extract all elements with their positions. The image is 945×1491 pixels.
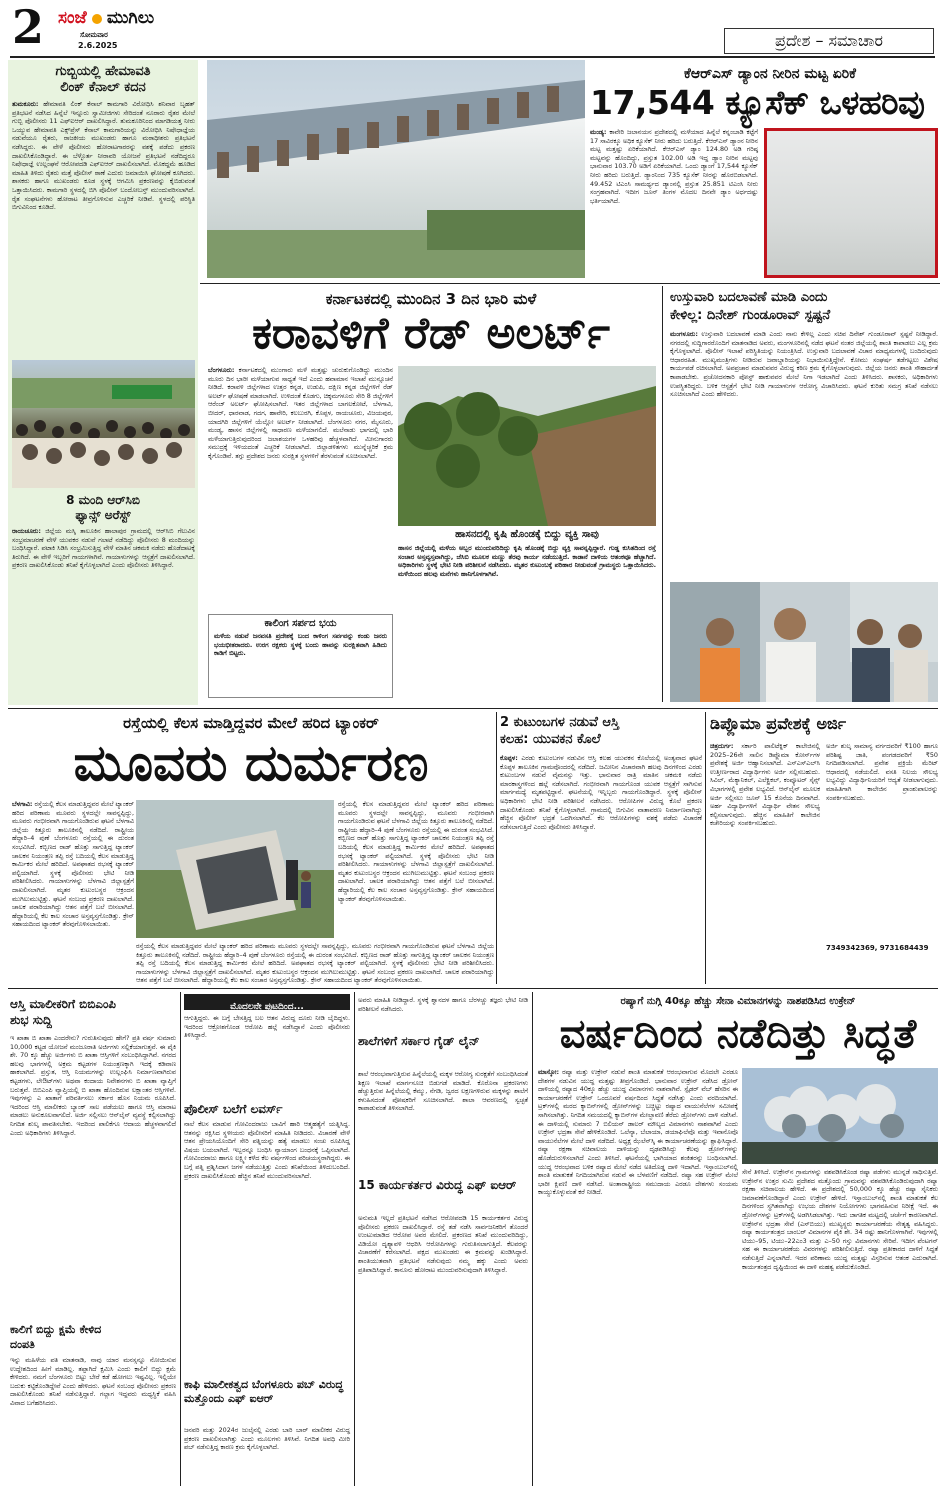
left-story-body bbox=[12, 100, 195, 356]
tanker-photo bbox=[136, 800, 334, 938]
middle-col-intro: ಅವರು ಮಾಹಿತಿ ನೀಡಿದ್ದಾರೆ. ಸ್ಥಳಕ್ಕೆ ಶ್ವಾನದಳ ಹಾಗೂ ಬೆರಳಚ್ಚು ತಜ್ಞರು ಭೇಟಿ ನೀಡಿ ಪರಿಶೀಲನೆ ನಡೆಸಿದರು. bbox=[358, 996, 528, 1013]
bbmp-headline bbox=[10, 996, 178, 1028]
snake-box-body: ಮಳೆಯ ನಡುವೆ ಜನವಸತಿ ಪ್ರದೇಶಕ್ಕೆ ಬಂದ ಕಾಳಿಂಗ ಸರ್ಪವನ್ನು ಕಂಡು ಜನರು ಭಯಭೀತರಾದರು. ಉರಗ ರಕ್ಷಕರು ಸ್ಥಳಕ್ಕೆ ಬಂದು ಹಾವನ್ನು ಸುರಕ್ಷಿತವಾಗಿ ಹಿಡಿದು ಕಾಡಿಗೆ ಬಿಟ್ಟರು. bbox=[214, 632, 387, 658]
issue-date: 2.6.2025 bbox=[78, 41, 118, 50]
continued-tag-text: ಮೊದಲನೇ ಪುಟದಿಂದ... bbox=[230, 1002, 304, 1012]
rcb-story-body bbox=[12, 527, 195, 701]
rcb-story-byline: ರಾಯಚೂರು: bbox=[12, 527, 41, 535]
diploma-story-body-2 bbox=[826, 742, 938, 942]
left-story-text: ಹೇಮಾವತಿ ಲಿಂಕ್ ಕೆನಾಲ್ ಕಾಮಗಾರಿ ವಿರೋಧಿಸಿ ಶನಿವಾರ ಬೃಹತ್ ಪ್ರತಿಭಟನೆ ನಡೆಸಿದ ಹಿನ್ನೆಲೆ ಇನ್ನೂರು ಸ್ವಾಮೀಜಿಗಳು ಸೇರಿದಂತೆ ನೂರಾರು ರೈತರ ಮೇಲೆ ಗುಬ್ಬಿ ಪೊಲೀಸರು 11 ಎಫ್‌ಐಆರ್ ದಾಖಲಿಸಿದ್ದಾರೆ. ತುಮಕೂರಿನಿಂದ ಮಾಗಡಿಯತ್ತ ನೀರು ಒಯ್ಯುವ ಹೇಮಾವತಿ ಎಕ್ಸ್‌ಪ್ರೆಸ್ ಕೆನಾಲ್ ಕಾಮಗಾರಿಯನ್ನು ವಿರೋಧಿಸಿ ನಿಷೇಧಾಜ್ಞೆಯ ನಡುವೆಯೂ ರೈತರು, ರಾಜಕೀಯ ಮುಖಂಡರು ಹಾಗೂ ಮಠಾಧೀಶರು ಪ್ರತಿಭಟನೆ ನಡೆಸಿದ್ದರು. ಈ ವೇಳೆ ಪೊಲೀಸರು ಹೋರಾಟಗಾರರನ್ನು ವಶಕ್ಕೆ ಪಡೆದು ಪ್ರಕರಣ ದಾಖಲಿಸಿಕೊಂಡಿದ್ದಾರೆ. ಈ ಬೆಳ್ಳೊರ್ತ ನೀರಾವರಿ ಯೋಜನೆ ಪ್ರತಿಭಟನೆ ನಡೆದಿದ್ದರೂ ನಿಷೇಧಾಜ್ಞೆ ಉಲ್ಲಂಘನೆ ಆರೋಪದಡಿ ಎಫ್‌ಐಆರ್ ದಾಖಲಿಸಲಾಗಿದೆ. ಮೊಕದ್ದಮೆ ಹೂಡಿದ ಮಾಹಿತಿ ತಿಳಿದು ರೈತರು ಮತ್ತೆ ಪೊಲೀಸ್ ಠಾಣೆ ಎದುರು ಜಮಾಯಿಸಿ ಘೋಷಣೆ ಕೂಗಿದರು. ಶಾಸಕರು ಹಾಗೂ ಮುಖಂಡರು ಕೂಡ ಸ್ಥಳಕ್ಕೆ ಆಗಮಿಸಿ ಪ್ರಕರಣವನ್ನು ಕೈಬಿಡುವಂತೆ ಒತ್ತಾಯಿಸಿದರು. ಕಾಮಗಾರಿ ಸ್ಥಳದಲ್ಲಿ ಬಿಗಿ ಪೊಲೀಸ್ ಬಂದೋಬಸ್ತ್ ಮುಂದುವರಿಸಲಾಗಿದೆ. ರೈತ ಸಂಘಟನೆಗಳು ಹೋರಾಟ ತೀವ್ರಗೊಳಿಸುವ ಎಚ್ಚರಿಕೆ ನೀಡಿವೆ. ಸ್ಥಳದಲ್ಲಿ ಪರಿಸ್ಥಿತಿ ಬಿಗುವಿನಿಂದ ಕೂಡಿದೆ. bbox=[12, 100, 195, 212]
family-headline-line-1: 2 ಕುಟುಂಬಗಳ ನಡುವೆ ಆಸ್ತಿ bbox=[500, 715, 619, 730]
alert-story-body bbox=[208, 366, 393, 584]
alert-story-text: ಕರ್ನಾಟಕದಲ್ಲಿ ಮುಂಗಾರು ಮಳೆ ಮತ್ತಷ್ಟು ಚುರುಕುಗೊಂಡಿದ್ದು ಮುಂದಿನ ಮೂರು ದಿನ ಭಾರೀ ಮಳೆಯಾಗುವ ಸಾಧ್ಯತೆ ಇದೆ ಎಂದು ಹವಾಮಾನ ಇಲಾಖೆ ಮುನ್ಸೂಚನೆ ನೀಡಿದೆ. ಕರಾವಳಿ ಜಿಲ್ಲೆಗಳಾದ ಉತ್ತರ ಕನ್ನಡ, ಉಡುಪಿ, ದಕ್ಷಿಣ ಕನ್ನಡ ಜಿಲ್ಲೆಗಳಿಗೆ ರೆಡ್ ಅಲರ್ಟ್ ಘೋಷಣೆ ಮಾಡಲಾಗಿದೆ. ಉಳಿದಂತೆ ಕೊಡಗು, ಚಿಕ್ಕಮಗಳೂರು ಸೇರಿ 8 ಜಿಲ್ಲೆಗಳಿಗೆ ಆರೆಂಜ್ ಅಲರ್ಟ್ ಘೋಷಿಸಲಾಗಿದೆ. ಇತರ ಜಿಲ್ಲೆಗಳಾದ ಬಾಗಲಕೋಟೆ, ಬೆಳಗಾವಿ, ಬೀದರ್, ಧಾರವಾಡ, ಗದಗ, ಹಾವೇರಿ, ಕಲಬುರಗಿ, ಕೊಪ್ಪಳ, ರಾಯಚೂರು, ವಿಜಯಪುರ, ಯಾದಗಿರಿ ಜಿಲ್ಲೆಗಳಿಗೆ ಯೆಲ್ಲೋ ಅಲರ್ಟ್ ನೀಡಲಾಗಿದೆ. ಬೆಂಗಳೂರು ನಗರ, ಮೈಸೂರು, ಮಂಡ್ಯ, ಹಾಸನ ಜಿಲ್ಲೆಗಳಲ್ಲಿ ಸಾಧಾರಣ ಮಳೆಯಾಗಲಿದೆ. ಮಲೆನಾಡು ಭಾಗದಲ್ಲಿ ಭಾರಿ ಮಳೆಯಾಗುತ್ತಿರುವುದರಿಂದ ಜಲಾಶಯಗಳ ಒಳಹರಿವು ಹೆಚ್ಚಳವಾಗಿದೆ. ಮೀನುಗಾರರು ಸಮುದ್ರಕ್ಕೆ ಇಳಿಯದಂತೆ ಎಚ್ಚರಿಕೆ ನೀಡಲಾಗಿದೆ. ಜಿಲ್ಲಾಡಳಿತಗಳು ಮುನ್ನೆಚ್ಚರಿಕೆ ಕ್ರಮ ಕೈಗೊಂಡಿವೆ. ತಗ್ಗು ಪ್ರದೇಶದ ಜನರು ಸುರಕ್ಷಿತ ಸ್ಥಳಗಳಿಗೆ ತೆರಳುವಂತೆ ಸೂಚಿಸಲಾಗಿದೆ. bbox=[208, 366, 393, 460]
hero-headline: 17,544 ಕ್ಯೂಸೆಕ್ ಒಳಹರಿವು bbox=[590, 83, 925, 122]
left-story-byline: ತುಮಕೂರು: bbox=[12, 100, 39, 108]
lovers-headline: ಪೊಲೀಸ್ ಬಲೆಗೆ ಲವರ್ಸ್ bbox=[184, 1102, 283, 1116]
ukraine-story-byline: ಮಾಸ್ಕೋ: bbox=[538, 1068, 560, 1076]
minister-story-body bbox=[670, 330, 938, 578]
diploma-headline: ಡಿಪ್ಲೊಮಾ ಪ್ರವೇಶಕ್ಕೆ ಅರ್ಜಿ bbox=[710, 714, 847, 733]
rcb-headline-line-1: 8 ಮಂದಿ ಆರ್‌ಸಿಬಿ bbox=[66, 493, 140, 507]
family-headline bbox=[500, 714, 702, 748]
landslide-caption: ಹಾಸನದಲ್ಲಿ ಕೃಷಿ ಹೊಂಡಕ್ಕೆ ಬಿದ್ದು ವ್ಯಕ್ತಿ ಸಾವು bbox=[455, 529, 599, 540]
protest-crowd-graphic bbox=[12, 360, 195, 488]
family-story-byline: ಕೊಪ್ಪಳ: bbox=[500, 754, 518, 762]
section-label bbox=[724, 28, 934, 54]
hero-inset-photo bbox=[764, 128, 938, 278]
fir-headline: 15 ಕಾರ್ಯಕರ್ತರ ವಿರುದ್ಧ ಎಫ್ ಐಆರ್ bbox=[358, 1178, 517, 1192]
protest-photo bbox=[12, 360, 195, 488]
tanker-kicker: ರಸ್ತೆಯಲ್ಲಿ ಕೆಲಸ ಮಾಡ್ತಿದ್ದವರ ಮೇಲೆ ಹರಿದ ಟ್ಯಾಂಕರ್ bbox=[123, 714, 379, 732]
rcb-headline bbox=[8, 493, 198, 523]
diploma-phone: 7349342369, 9731684439 bbox=[826, 944, 929, 952]
row1-divider bbox=[200, 283, 940, 284]
ukraine-headline: ವರ್ಷದಿಂದ ನಡೆದಿತ್ತು ಸಿದ್ಧತೆ bbox=[559, 1011, 917, 1057]
ukraine-story-body bbox=[538, 1068, 738, 1486]
row3-divider bbox=[8, 988, 938, 989]
row2-divider bbox=[8, 708, 938, 709]
ukraine-divider bbox=[532, 992, 533, 1486]
rcb-headline-line-2: ಫ್ಯಾನ್ಸ್ ಅರೆಸ್ಟ್ bbox=[75, 508, 131, 522]
masthead bbox=[0, 0, 945, 58]
ukraine-photo bbox=[742, 1068, 938, 1164]
minister-photo bbox=[670, 582, 938, 702]
ukraine-story-text: ರಷ್ಯಾ ಮತ್ತು ಉಕ್ರೇನ್ ನಡುವೆ ಶಾಂತಿ ಮಾತುಕತೆ ಆರಂಭವಾಗುವ ಮೊದಲೇ ಎರಡೂ ದೇಶಗಳ ನಡುವಿನ ಯುದ್ಧ ಮತ್ತಷ್ಟು ತೀವ್ರಗೊಂಡಿದೆ. ಭಾನುವಾರ ಉಕ್ರೇನ್ ನಡೆಸಿದ ಡ್ರೋನ್ ದಾಳಿಯಲ್ಲಿ ರಷ್ಯಾದ 40ಕ್ಕೂ ಹೆಚ್ಚು ಯುದ್ಧ ವಿಮಾನಗಳು ನಾಶವಾಗಿವೆ. ಸ್ಪೈಡರ್ ವೆಬ್ ಹೆಸರಿನ ಈ ಕಾರ್ಯಾಚರಣೆಗೆ ಉಕ್ರೇನ್ ಒಂದೂವರೆ ವರ್ಷದಿಂದ ಸಿದ್ಧತೆ ನಡೆಸಿತ್ತು ಎಂದು ವರದಿಯಾಗಿದೆ. ಟ್ರಕ್‌ಗಳಲ್ಲಿ ಮರದ ಕ್ಯಾಬಿನ್‌ಗಳಲ್ಲಿ ಡ್ರೋನ್‌ಗಳನ್ನು ಬಚ್ಚಿಟ್ಟು ರಷ್ಯಾದ ವಾಯುನೆಲೆಗಳ ಸಮೀಪಕ್ಕೆ ಸಾಗಿಸಲಾಗಿತ್ತು. ನಿಗದಿತ ಸಮಯದಲ್ಲಿ ಕ್ಯಾಬಿನ್‌ಗಳ ಮೇಲ್ಛಾವಣಿ ತೆರೆದು ಡ್ರೋನ್‌ಗಳು ದಾಳಿ ನಡೆಸಿವೆ. ಈ ದಾಳಿಯಲ್ಲಿ ಸುಮಾರು 7 ಬಿಲಿಯನ್ ಡಾಲರ್ ಮೌಲ್ಯದ ವಿಮಾನಗಳು ನಾಶವಾಗಿವೆ ಎಂದು ಉಕ್ರೇನ್ ಭದ್ರತಾ ಸೇವೆ ಹೇಳಿಕೊಂಡಿದೆ. ಒಲೆನ್ಯಾ, ಬೆಲಾಯಾ, ಡಯಾಘಿಲೆವೊ ಮತ್ತು ಇವಾನೊವೊ ವಾಯುನೆಲೆಗಳ ಮೇಲೆ ದಾಳಿ ನಡೆದಿದೆ. ಅಧ್ಯಕ್ಷ ಝೆಲೆನ್‌ಸ್ಕಿ ಈ ಕಾರ್ಯಾಚರಣೆಯನ್ನು ಶ್ಲಾಘಿಸಿದ್ದಾರೆ. ರಷ್ಯಾ ರಕ್ಷಣಾ ಸಚಿವಾಲಯ ದಾಳಿಯನ್ನು ದೃಢಪಡಿಸಿದ್ದು ಕೆಲವು ಡ್ರೋನ್‌ಗಳನ್ನು ಹೊಡೆದುರುಳಿಸಲಾಗಿದೆ ಎಂದು ತಿಳಿಸಿದೆ. ಘಟನೆಯಲ್ಲಿ ಭಾಗಿಯಾದ ಶಂಕಿತರನ್ನು ಬಂಧಿಸಲಾಗಿದೆ. ಯುದ್ಧ ಆರಂಭವಾದ ಬಳಿಕ ರಷ್ಯಾದ ಮೇಲೆ ನಡೆದ ಅತಿದೊಡ್ಡ ದಾಳಿ ಇದಾಗಿದೆ. ಇಸ್ತಾಂಬುಲ್‌ನಲ್ಲಿ ಶಾಂತಿ ಮಾತುಕತೆ ನಿಗದಿಯಾಗಿರುವ ನಡುವೆ ಈ ಬೆಳವಣಿಗೆ ನಡೆದಿದೆ. ರಷ್ಯಾ ಸಹ ಉಕ್ರೇನ್ ಮೇಲೆ ಭಾರೀ ಕ್ಷಿಪಣಿ ದಾಳಿ ನಡೆಸಿದೆ. ಅಂತಾರಾಷ್ಟ್ರೀಯ ಸಮುದಾಯ ಎರಡೂ ದೇಶಗಳು ಸಂಯಮ ಕಾಯ್ದುಕೊಳ್ಳುವಂತೆ ಕರೆ ನೀಡಿದೆ. bbox=[538, 1068, 738, 1197]
couple-headline-line-1: ಕಾಲಿಗೆ ಬಿದ್ದು ಕ್ಷಮೆ ಕೇಳಿದ bbox=[10, 1323, 102, 1336]
minister-story-text: ಉಸ್ತುವಾರಿ ಬದಲಾವಣೆ ಮಾಡಿ ಎಂದು ನಾನು ಕೇಳಿಲ್ಲ ಎಂದು ಸಚಿವ ದಿನೇಶ್ ಗುಂಡೂರಾವ್ ಸ್ಪಷ್ಟನೆ ನೀಡಿದ್ದಾರೆ. ನಗರದಲ್ಲಿ ಸುದ್ದಿಗಾರರೊಂದಿಗೆ ಮಾತನಾಡಿದ ಅವರು, ಮಂಗಳೂರಿನಲ್ಲಿ ನಡೆದ ಘಟನೆ ನಂತರ ಜಿಲ್ಲೆಯಲ್ಲಿ ಶಾಂತಿ ಕಾಪಾಡಲು ಎಲ್ಲ ಕ್ರಮ ಕೈಗೊಳ್ಳಲಾಗಿದೆ. ಪೊಲೀಸ್ ಇಲಾಖೆ ಪರಿಸ್ಥಿತಿಯನ್ನು ನಿಯಂತ್ರಿಸಿದೆ. ಉಸ್ತುವಾರಿ ಬದಲಾವಣೆ ವಿಚಾರ ಮಾಧ್ಯಮಗಳಲ್ಲಿ ಬಂದಿರುವುದು ಆಧಾರರಹಿತ. ಮುಖ್ಯಮಂತ್ರಿಗಳು ನೀಡಿರುವ ಜವಾಬ್ದಾರಿಯನ್ನು ನಿಭಾಯಿಸುತ್ತಿದ್ದೇನೆ. ಕೋಮು ಸಂಘರ್ಷ ತಡೆಗಟ್ಟಲು ವಿಶೇಷ ಕಾರ್ಯಪಡೆ ರಚಿಸಲಾಗಿದೆ. ಅಪಪ್ರಚಾರ ಮಾಡುವವರ ವಿರುದ್ಧ ಕಠಿಣ ಕ್ರಮ ಕೈಗೊಳ್ಳಲಾಗುವುದು. ಜಿಲ್ಲೆಯ ಜನರು ಶಾಂತಿ ಸೌಹಾರ್ದತೆ ಕಾಪಾಡಬೇಕು. ಪ್ರಚೋದನಕಾರಿ ಪೋಸ್ಟ್ ಹಾಕುವವರ ಮೇಲೆ ನಿಗಾ ಇಡಲಾಗಿದೆ ಎಂದು ತಿಳಿಸಿದರು. ಶಾಸಕರು, ಅಧಿಕಾರಿಗಳು ಉಪಸ್ಥಿತರಿದ್ದರು. ಬಳಿಕ ಆಸ್ಪತ್ರೆಗೆ ಭೇಟಿ ನೀಡಿ ಗಾಯಾಳುಗಳ ಆರೋಗ್ಯ ವಿಚಾರಿಸಿದರು. ಘಟನೆ ಕುರಿತು ಸಮಗ್ರ ತನಿಖೆ ನಡೆಸಲು ಸೂಚಿಸಲಾಗಿದೆ ಎಂದು ಹೇಳಿದರು. bbox=[670, 330, 938, 399]
tanker-story-body-3 bbox=[136, 942, 494, 985]
dam-graphic bbox=[207, 60, 585, 278]
tanker-graphic bbox=[136, 800, 334, 938]
diploma-story-text: ಸರ್ಕಾರಿ ಪಾಲಿಟೆಕ್ನಿಕ್ ಕಾಲೇಜಿನಲ್ಲಿ 2025–26ನೇ ಸಾಲಿನ ಡಿಪ್ಲೊಮಾ ಕೋರ್ಸ್‌ಗಳ ಪ್ರವೇಶಕ್ಕೆ ಅರ್ಜಿ ಆಹ್ವಾನಿಸಲಾಗಿದೆ. ಎಸ್‌ಎಸ್‌ಎಲ್‌ಸಿ ಉತ್ತೀರ್ಣರಾದ ವಿದ್ಯಾರ್ಥಿಗಳು ಅರ್ಜಿ ಸಲ್ಲಿಸಬಹುದು. ಸಿವಿಲ್, ಮೆಕ್ಯಾನಿಕಲ್, ಎಲೆಕ್ಟ್ರಿಕಲ್, ಕಂಪ್ಯೂಟರ್ ಸೈನ್ಸ್ ವಿಭಾಗಗಳಲ್ಲಿ ಪ್ರವೇಶ ಲಭ್ಯವಿದೆ. ಆನ್‌ಲೈನ್ ಮೂಲಕ ಅರ್ಜಿ ಸಲ್ಲಿಸಲು ಜೂನ್ 15 ಕೊನೆಯ ದಿನವಾಗಿದೆ. ಅರ್ಹ ವಿದ್ಯಾರ್ಥಿಗಳಿಗೆ ವಿದ್ಯಾರ್ಥಿ ವೇತನ ಸೌಲಭ್ಯ ಕಲ್ಪಿಸಲಾಗುವುದು. ಹೆಚ್ಚಿನ ಮಾಹಿತಿಗೆ ಕಾಲೇಜಿನ ಕಚೇರಿಯನ್ನು ಸಂಪರ್ಕಿಸಬಹುದು. bbox=[710, 742, 820, 828]
issue-day: ಸೋಮವಾರ bbox=[80, 31, 108, 39]
tanker-story-body-2 bbox=[338, 800, 494, 938]
hero-story-byline: ಮಂಡ್ಯ: bbox=[590, 128, 607, 136]
tanker-story-text: ರಸ್ತೆಯಲ್ಲಿ ಕೆಲಸ ಮಾಡುತ್ತಿದ್ದವರ ಮೇಲೆ ಟ್ಯಾಂಕರ್ ಹರಿದ ಪರಿಣಾಮ ಮೂವರು ಸ್ಥಳದಲ್ಲೇ ಸಾವನ್ನಪ್ಪಿದ್ದು, ಮೂವರು ಗಂಭೀರವಾಗಿ ಗಾಯಗೊಂಡಿರುವ ಘಟನೆ ಬೆಳಗಾವಿ ಜಿಲ್ಲೆಯ ಕಿತ್ತೂರು ತಾಲೂಕಿನಲ್ಲಿ ನಡೆದಿದೆ. ರಾಷ್ಟ್ರೀಯ ಹೆದ್ದಾರಿ–4 ಪುಣೆ ಬೆಂಗಳೂರು ರಸ್ತೆಯಲ್ಲಿ ಈ ದುರಂತ ಸಂಭವಿಸಿದೆ. ಕಬ್ಬಿಣದ ರಾಡ್ ಹೊತ್ತು ಸಾಗುತ್ತಿದ್ದ ಟ್ಯಾಂಕರ್ ಚಾಲಕನ ನಿಯಂತ್ರಣ ತಪ್ಪಿ ರಸ್ತೆ ಬದಿಯಲ್ಲಿ ಕೆಲಸ ಮಾಡುತ್ತಿದ್ದ ಕಾರ್ಮಿಕರ ಮೇಲೆ ಹರಿದಿದೆ. ಅಪಘಾತದ ರಭಸಕ್ಕೆ ಟ್ಯಾಂಕರ್ ಪಲ್ಟಿಯಾಗಿದೆ. ಸ್ಥಳಕ್ಕೆ ಪೊಲೀಸರು ಭೇಟಿ ನೀಡಿ ಪರಿಶೀಲಿಸಿದರು. ಗಾಯಾಳುಗಳನ್ನು ಬೆಳಗಾವಿ ಜಿಲ್ಲಾಸ್ಪತ್ರೆಗೆ ದಾಖಲಿಸಲಾಗಿದೆ. ಮೃತರ ಕುಟುಂಬಸ್ಥರ ಆಕ್ರಂದನ ಮುಗಿಲುಮುಟ್ಟಿತ್ತು. ಘಟನೆ ಸಂಬಂಧ ಪ್ರಕರಣ ದಾಖಲಾಗಿದೆ. ಚಾಲಕ ಪರಾರಿಯಾಗಿದ್ದು ಆತನ ಪತ್ತೆಗೆ ಬಲೆ ಬೀಸಲಾಗಿದೆ. ಹೆದ್ದಾರಿಯಲ್ಲಿ ಕೆಲ ಕಾಲ ಸಂಚಾರ ಅಸ್ತವ್ಯಸ್ತಗೊಂಡಿತ್ತು. ಕ್ರೇನ್ ಸಹಾಯದಿಂದ ಟ್ಯಾಂಕರ್ ತೆರವುಗೊಳಿಸಲಾಯಿತು. bbox=[12, 800, 134, 929]
section-label-text: ಪ್ರದೇಶ – ಸಮಾಚಾರ bbox=[775, 31, 883, 50]
couple-story-body: ಇನ್ನು ಮಹಿಳೆಯ ಪತಿ ಮಾತನಾಡಿ, ನಾವು ಯಾರ ಮನಸ್ಸನ್ನೂ ನೋಯಿಸುವ ಉದ್ದೇಶದಿಂದ ಹೀಗೆ ಮಾಡಿಲ್ಲ. ತಪ್ಪಾಗಿದೆ ಕ್ಷಮಿಸಿ ಎಂದು ಕಾಲಿಗೆ ಬಿದ್ದು ಕ್ಷಮೆ ಕೇಳಿದರು. ನಮಗೆ ಬೆಂಗಳೂರು ಬಿಟ್ಟು ಬೇರೆ ಕಡೆ ಹೋಗಲು ಇಷ್ಟವಿಲ್ಲ. ಇಲ್ಲಿಯೇ ಬದುಕು ಕಟ್ಟಿಕೊಂಡಿದ್ದೇವೆ ಎಂದು ಹೇಳಿದರು. ಘಟನೆ ಸಂಬಂಧ ಪೊಲೀಸರು ಪ್ರಕರಣ ದಾಖಲಿಸಿಕೊಂಡು ತನಿಖೆ ನಡೆಸುತ್ತಿದ್ದಾರೆ. ಗಲ್ಲಾಗ ಇದ್ದವರು ಮಧ್ಯಸ್ಥಿಕೆ ವಹಿಸಿ ವಿವಾದ ಬಗೆಹರಿಸಿದರು. bbox=[10, 1356, 176, 1407]
couple-headline-line-2: ದಂಪತಿ bbox=[10, 1338, 35, 1351]
minister-kicker: ಉಸ್ತುವಾರಿ ಬದಲಾವಣೆ ಮಾಡಿ ಎಂದು bbox=[670, 290, 828, 305]
tanker-story-text-2: ರಸ್ತೆಯಲ್ಲಿ ಕೆಲಸ ಮಾಡುತ್ತಿದ್ದವರ ಮೇಲೆ ಟ್ಯಾಂಕರ್ ಹರಿದ ಪರಿಣಾಮ ಮೂವರು ಸ್ಥಳದಲ್ಲೇ ಸಾವನ್ನಪ್ಪಿದ್ದು, ಮೂವರು ಗಂಭೀರವಾಗಿ ಗಾಯಗೊಂಡಿರುವ ಘಟನೆ ಬೆಳಗಾವಿ ಜಿಲ್ಲೆಯ ಕಿತ್ತೂರು ತಾಲೂಕಿನಲ್ಲಿ ನಡೆದಿದೆ. ರಾಷ್ಟ್ರೀಯ ಹೆದ್ದಾರಿ–4 ಪುಣೆ ಬೆಂಗಳೂರು ರಸ್ತೆಯಲ್ಲಿ ಈ ದುರಂತ ಸಂಭವಿಸಿದೆ. ಕಬ್ಬಿಣದ ರಾಡ್ ಹೊತ್ತು ಸಾಗುತ್ತಿದ್ದ ಟ್ಯಾಂಕರ್ ಚಾಲಕನ ನಿಯಂತ್ರಣ ತಪ್ಪಿ ರಸ್ತೆ ಬದಿಯಲ್ಲಿ ಕೆಲಸ ಮಾಡುತ್ತಿದ್ದ ಕಾರ್ಮಿಕರ ಮೇಲೆ ಹರಿದಿದೆ. ಅಪಘಾತದ ರಭಸಕ್ಕೆ ಟ್ಯಾಂಕರ್ ಪಲ್ಟಿಯಾಗಿದೆ. ಸ್ಥಳಕ್ಕೆ ಪೊಲೀಸರು ಭೇಟಿ ನೀಡಿ ಪರಿಶೀಲಿಸಿದರು. ಗಾಯಾಳುಗಳನ್ನು ಬೆಳಗಾವಿ ಜಿಲ್ಲಾಸ್ಪತ್ರೆಗೆ ದಾಖಲಿಸಲಾಗಿದೆ. ಮೃತರ ಕುಟುಂಬಸ್ಥರ ಆಕ್ರಂದನ ಮುಗಿಲುಮುಟ್ಟಿತ್ತು. ಘಟನೆ ಸಂಬಂಧ ಪ್ರಕರಣ ದಾಖಲಾಗಿದೆ. ಚಾಲಕ ಪರಾರಿಯಾಗಿದ್ದು ಆತನ ಪತ್ತೆಗೆ ಬಲೆ ಬೀಸಲಾಗಿದೆ. ಹೆದ್ದಾರಿಯಲ್ಲಿ ಕೆಲ ಕಾಲ ಸಂಚಾರ ಅಸ್ತವ್ಯಸ್ತಗೊಂಡಿತ್ತು. ಕ್ರೇನ್ ಸಹಾಯದಿಂದ ಟ್ಯಾಂಕರ್ ತೆರವುಗೊಳಿಸಲಾಯಿತು. bbox=[338, 800, 494, 903]
rcb-story-text: ಜಿಲ್ಲೆಯ ಮಸ್ಕಿ ತಾಲೂಕಿನ ಹಾಲಾಪುರ ಗ್ರಾಮದಲ್ಲಿ ಆರ್‌ಸಿಬಿ ಗೆಲುವಿನ ಸಂಭ್ರಮಾಚರಣೆ ವೇಳೆ ಯುವಕರ ನಡುವೆ ಗಲಾಟೆ ನಡೆದಿದ್ದು ಪೊಲೀಸರು 8 ಮಂದಿಯನ್ನು ಬಂಧಿಸಿದ್ದಾರೆ. ಪಟಾಕಿ ಸಿಡಿಸಿ ಸಂಭ್ರಮಿಸುತ್ತಿದ್ದ ವೇಳೆ ಮಾತಿನ ಚಕಮಕಿ ನಡೆದು ಹೊಡೆದಾಟಕ್ಕೆ ತಿರುಗಿದೆ. ಈ ವೇಳೆ ಇಬ್ಬರಿಗೆ ಗಾಯಗಳಾಗಿವೆ. ಗಾಯಾಳುಗಳನ್ನು ಆಸ್ಪತ್ರೆಗೆ ದಾಖಲಿಸಲಾಗಿದೆ. ಪ್ರಕರಣ ದಾಖಲಿಸಿಕೊಂಡು ತನಿಖೆ ಕೈಗೊಳ್ಳಲಾಗಿದೆ ಎಂದು ಪೊಲೀಸರು ತಿಳಿಸಿದ್ದಾರೆ. bbox=[12, 527, 195, 570]
sun-icon bbox=[92, 14, 102, 24]
guideline-story-body: ಶಾಲೆ ಆರಂಭವಾಗುತ್ತಿರುವ ಹಿನ್ನೆಲೆಯಲ್ಲಿ ಮಕ್ಕಳ ಆರೋಗ್ಯ ಸುರಕ್ಷತೆಗೆ ಸಂಬಂಧಿಸಿದಂತೆ ಶಿಕ್ಷಣ ಇಲಾಖೆ ಮಾರ್ಗಸೂಚಿ ಬಿಡುಗಡೆ ಮಾಡಿದೆ. ಕೊರೊನಾ ಪ್ರಕರಣಗಳು ಹೆಚ್ಚುತ್ತಿರುವ ಹಿನ್ನೆಲೆಯಲ್ಲಿ ಕೆಮ್ಮು, ನೆಗಡಿ, ಜ್ವರದ ಲಕ್ಷಣಗಳಿರುವ ಮಕ್ಕಳನ್ನು ಶಾಲೆಗೆ ಕಳುಹಿಸದಂತೆ ಪೋಷಕರಿಗೆ ಸೂಚಿಸಲಾಗಿದೆ. ಶಾಲಾ ಆವರಣದಲ್ಲಿ ಸ್ವಚ್ಛತೆ ಕಾಪಾಡುವಂತೆ ತಿಳಿಸಲಾಗಿದೆ. bbox=[358, 1070, 528, 1113]
diploma-story-body bbox=[710, 742, 820, 980]
continued-tag bbox=[184, 994, 350, 1010]
brand-logo bbox=[58, 8, 154, 28]
dam-photo bbox=[207, 60, 585, 278]
hero-story-body bbox=[590, 128, 758, 278]
landslide-graphic bbox=[398, 366, 656, 526]
minister-story-byline: ಮಂಗಳೂರು: bbox=[670, 330, 698, 338]
minister-headline: ಕೇಳಿಲ್ಲ: ದಿನೇಶ್ ಗುಂಡೂರಾವ್ ಸ್ಪಷ್ಟನೆ bbox=[670, 308, 831, 323]
diploma-divider bbox=[705, 712, 706, 984]
brand-left: ಸಂಜೆ bbox=[58, 8, 87, 28]
tanker-story-byline: ಬೆಳಗಾವಿ: bbox=[12, 800, 33, 808]
minister-divider bbox=[662, 286, 663, 702]
fir-story-body: ಅನುಮತಿ ಇಲ್ಲದೆ ಪ್ರತಿಭಟನೆ ನಡೆಸಿದ ಆರೋಪದಡಿ 15 ಕಾರ್ಯಕರ್ತರ ವಿರುದ್ಧ ಪೊಲೀಸರು ಪ್ರಕರಣ ದಾಖಲಿಸಿದ್ದಾರೆ. ರಸ್ತೆ ತಡೆ ನಡೆಸಿ ಸಾರ್ವಜನಿಕರಿಗೆ ತೊಂದರೆ ಉಂಟುಮಾಡಿದ ಆರೋಪ ಅವರ ಮೇಲಿದೆ. ಪ್ರಕರಣದ ತನಿಖೆ ಮುಂದುವರಿದಿದ್ದು, ವಿಡಿಯೋ ದೃಶ್ಯಾವಳಿ ಆಧರಿಸಿ ಆರೋಪಿಗಳನ್ನು ಗುರುತಿಸಲಾಗುತ್ತಿದೆ. ಕೆಲವರನ್ನು ವಿಚಾರಣೆಗೆ ಕರೆಸಲಾಗಿದೆ. ಪಕ್ಷದ ಮುಖಂಡರು ಈ ಕ್ರಮವನ್ನು ಖಂಡಿಸಿದ್ದಾರೆ. ಶಾಂತಿಯುತವಾಗಿ ಪ್ರತಿಭಟನೆ ನಡೆಸುವುದು ನಮ್ಮ ಹಕ್ಕು ಎಂದು ಅವರು ಪ್ರತಿಪಾದಿಸಿದ್ದಾರೆ. ಕಾನೂನು ಹೋರಾಟ ಮುಂದುವರಿಸುವುದಾಗಿ ತಿಳಿಸಿದ್ದಾರೆ. bbox=[358, 1214, 528, 1274]
tanker-headline: ಮೂವರು ದುರ್ಮರಣ bbox=[73, 734, 429, 792]
diploma-story-text-2: ಅರ್ಜಿ ಶುಲ್ಕ ಸಾಮಾನ್ಯ ವರ್ಗದವರಿಗೆ ₹100 ಹಾಗೂ ಪರಿಶಿಷ್ಟ ಜಾತಿ, ಪಂಗಡದವರಿಗೆ ₹50 ನಿಗದಿಪಡಿಸಲಾಗಿದೆ. ಪ್ರವೇಶ ಪ್ರಕ್ರಿಯೆ ಮೆರಿಟ್ ಆಧಾರದಲ್ಲಿ ನಡೆಯಲಿದೆ. ವಸತಿ ನಿಲಯ ಸೌಲಭ್ಯ ಲಭ್ಯವಿದ್ದು ವಿದ್ಯಾರ್ಥಿನಿಯರಿಗೆ ಆದ್ಯತೆ ನೀಡಲಾಗುವುದು. ಮಾಹಿತಿಗಾಗಿ ಕಾಲೇಜಿನ ಪ್ರಾಂಶುಪಾಲರನ್ನು ಸಂಪರ್ಕಿಸಬಹುದು. bbox=[826, 742, 938, 802]
family-story-body bbox=[500, 754, 702, 980]
brand-right: ಮುಗಿಲು bbox=[106, 8, 155, 28]
hero-kicker: ಕೆಆರ್‌ಎಸ್ ಡ್ಯಾಂನ ನೀರಿನ ಮಟ್ಟ ಏರಿಕೆ bbox=[683, 66, 856, 82]
first-col-intro: ಆಗುತ್ತಿದ್ದರು. ಈ ಬಗ್ಗೆ ಬೇಸತ್ತಿದ್ದ ಬಲ ಆತನ ವಿರುದ್ಧ ದೂರು ನೀಡಿ ಬೈದಿದ್ದಳು. ಇದರಿಂದ ಆಕ್ರೋಶಗೊಂಡ ಆರೋಪಿ ಹಲ್ಲೆ ನಡೆಸಿದ್ದಾನೆ ಎಂದು ಪೊಲೀಸರು ತಿಳಿಸಿದ್ದಾರೆ. bbox=[184, 1014, 350, 1040]
smoke-graphic bbox=[742, 1068, 938, 1164]
ukraine-kicker: ರಷ್ಯಾಗೆ ನುಗ್ಗಿ 40ಕ್ಕೂ ಹೆಚ್ಚು ಸೇನಾ ವಿಮಾನಗಳನ್ನು ನಾಶಪಡಿಸಿದ ಉಕ್ರೇನ್ bbox=[620, 996, 856, 1007]
left-story-headline bbox=[8, 64, 198, 96]
diploma-story-byline: ಚಿತ್ರದುರ್ಗ: bbox=[710, 742, 734, 750]
bbmp-headline-line-2: ಶುಭ ಸುದ್ದಿ bbox=[10, 1013, 52, 1027]
bbmp-headline-line-1: ಆಸ್ತಿ ಮಾಲೀಕರಿಗೆ ಬಿಬಿಎಂಪಿ bbox=[10, 997, 116, 1011]
snake-box-title: ಕಾಲಿಂಗ ಸರ್ಪದ ಭಯ bbox=[264, 618, 337, 629]
left-headline-line-2: ಲಿಂಕ್ ಕೆನಾಲ್ ಕದನ bbox=[60, 80, 146, 95]
tanker-story-body bbox=[12, 800, 134, 975]
landslide-story: ಹಾಸನ ಜಿಲ್ಲೆಯಲ್ಲಿ ಮಳೆಯ ಅಬ್ಬರ ಮುಂದುವರಿದಿದ್ದು ಕೃಷಿ ಹೊಂಡಕ್ಕೆ ಬಿದ್ದು ವ್ಯಕ್ತಿ ಸಾವನ್ನಪ್ಪಿದ್ದಾರೆ. ಗುಡ್ಡ ಕುಸಿತದಿಂದ ರಸ್ತೆ ಸಂಚಾರ ಅಸ್ತವ್ಯಸ್ತವಾಗಿದ್ದು, ಜೆಸಿಬಿ ಮೂಲಕ ಮಣ್ಣು ತೆರವು ಕಾರ್ಯ ನಡೆಯುತ್ತಿದೆ. ಕಾಡಾನೆ ದಾಳಿಯ ಆತಂಕವೂ ಹೆಚ್ಚಾಗಿದೆ. ಅಧಿಕಾರಿಗಳು ಸ್ಥಳಕ್ಕೆ ಭೇಟಿ ನೀಡಿ ಪರಿಶೀಲನೆ ನಡೆಸಿದರು. ಮೃತರ ಕುಟುಂಬಕ್ಕೆ ಪರಿಹಾರ ನೀಡುವಂತೆ ಗ್ರಾಮಸ್ಥರು ಒತ್ತಾಯಿಸಿದರು. ಮಳೆಯಿಂದ ಹಲವು ಮನೆಗಳು ಹಾನಿಗೊಳಗಾಗಿವೆ. bbox=[398, 544, 656, 578]
ukraine-story-body-2: ಸೇನೆ ತಿಳಿಸಿದೆ. ಉಕ್ರೇನ್‌ನ ಗ್ರಾಮಗಳನ್ನು ವಶಪಡಿಸಿಕೊಂಡ ರಷ್ಯಾ ಪಡೆಗಳು ಮುನ್ನಡೆ ಸಾಧಿಸುತ್ತಿವೆ. ಉಕ್ರೇನ್‌ನ ಉತ್ತರ ಸುಮಿ ಪ್ರದೇಶದ ಮತ್ತೊಂದು ಗ್ರಾಮವನ್ನು ವಶಪಡಿಸಿಕೊಂಡಿರುವುದಾಗಿ ರಷ್ಯಾ ರಕ್ಷಣಾ ಸಚಿವಾಲಯ ಹೇಳಿದೆ. ಈ ಪ್ರದೇಶದಲ್ಲಿ 50,000 ಕ್ಕೂ ಹೆಚ್ಚು ರಷ್ಯಾ ಸೈನಿಕರು ಜಮಾವಣೆಗೊಂಡಿದ್ದಾರೆ ಎಂದು ಉಕ್ರೇನ್ ಹೇಳಿದೆ. ಇಸ್ತಾಂಬುಲ್‌ನಲ್ಲಿ ಶಾಂತಿ ಮಾತುಕತೆ ಕೆಲ ದಿನಗಳಿಂದ ಸ್ಥಗಿತವಾಗಿದ್ದು ಉಭಯ ದೇಶಗಳ ನಿಯೋಗಗಳು ಭಾಗವಹಿಸುವ ನಿರೀಕ್ಷೆ ಇದೆ. ಈ ಡ್ರೋನ್‌ಗಳನ್ನು ಟ್ರಕ್‌ಗಳಲ್ಲಿ ಅಡಗಿಸಿಡಲಾಗಿತ್ತು. ಇದು ಜಾಗತಿಕ ಮಟ್ಟದಲ್ಲಿ ಚರ್ಚೆಗೆ ಕಾರಣವಾಗಿದೆ. ಉಕ್ರೇನ್‌ನ ಭದ್ರತಾ ಸೇವೆ (ಎಸ್‌ಬಿಯು) ಮುಖ್ಯಸ್ಥರು ಕಾರ್ಯಾಚರಣೆಯ ನೇತೃತ್ವ ವಹಿಸಿದ್ದರು. ರಷ್ಯಾ ಕಾರ್ಯತಂತ್ರದ ಬಾಂಬರ್ ವಿಮಾನಗಳ ಪೈಕಿ ಶೇ. 34 ರಷ್ಟು ಹಾನಿಗೊಳಗಾಗಿವೆ. ಇವುಗಳಲ್ಲಿ ಟಿಯು–95, ಟಿಯು–22ಎಂ3 ಮತ್ತು ಎ–50 ಗಸ್ತು ವಿಮಾನಗಳು ಸೇರಿವೆ. ಇದೀಗ ಪೆಂಟಗನ್ ಸಹ ಈ ಕಾರ್ಯಾಚರಣೆಯ ವಿವರಗಳನ್ನು ಪರಿಶೀಲಿಸುತ್ತಿದೆ. ರಷ್ಯಾ ಪ್ರತೀಕಾರದ ದಾಳಿಗೆ ಸಿದ್ಧತೆ ನಡೆಸುತ್ತಿದೆ ಎನ್ನಲಾಗಿದೆ. ಇದರ ಪರಿಣಾಮ ಯುದ್ಧ ಮತ್ತಷ್ಟು ವಿಸ್ತರಿಸುವ ಆತಂಕ ಎದುರಾಗಿದೆ. ಕಾರ್ಯತಂತ್ರದ ದೃಷ್ಟಿಯಿಂದ ಈ ದಾಳಿ ಮಹತ್ವ ಪಡೆದುಕೊಂಡಿದೆ. bbox=[742, 1168, 938, 1271]
lovers-story-body: ನಾಲೆ ಕೆಲಸ ಮಾಡುವ ಗೋವಿಂದರಾಜು ಬಾವಿಗೆ ಹಾರಿ ಆತ್ಮಹತ್ಯೆಗೆ ಯತ್ನಿಸಿದ್ದ. ಆತನನ್ನು ರಕ್ಷಿಸಿದ ಸ್ಥಳೀಯರು ಪೊಲೀಸರಿಗೆ ಮಾಹಿತಿ ನೀಡಿದರು. ವಿಚಾರಣೆ ವೇಳೆ ಆತನ ಪ್ರೇಯಸಿಯೊಂದಿಗೆ ಸೇರಿ ಪತ್ನಿಯನ್ನು ಹತ್ಯೆ ಮಾಡಲು ಸಂಚು ರೂಪಿಸಿದ್ದ ವಿಷಯ ಬಯಲಾಗಿದೆ. ಇಬ್ಬರನ್ನೂ ಬಂಧಿಸಿ ನ್ಯಾಯಾಂಗ ಬಂಧನಕ್ಕೆ ಒಪ್ಪಿಸಲಾಗಿದೆ. ಗೋವಿಂದರಾಜು ಹಾಗೂ ಲಕ್ಷ್ಮೀ ಕಳೆದ ಕೆಲ ವರ್ಷಗಳಿಂದ ಪರಿಚಯಸ್ಥರಾಗಿದ್ದರು. ಈ ಬಗ್ಗೆ ಪತ್ನಿ ಪ್ರಶ್ನಿಸಿದಾಗ ಜಗಳ ನಡೆಯುತ್ತಿತ್ತು ಎಂದು ತನಿಖೆಯಿಂದ ತಿಳಿದುಬಂದಿದೆ. ಪ್ರಕರಣ ದಾಖಲಿಸಿಕೊಂಡು ಹೆಚ್ಚಿನ ತನಿಖೆ ಮುಂದುವರಿಸಲಾಗಿದೆ. bbox=[184, 1120, 350, 1180]
family-story-text: ಎರಡು ಕುಟುಂಬಗಳ ನಡುವಿನ ಆಸ್ತಿ ಕಲಹ ಯುವಕನ ಕೊಲೆಯಲ್ಲಿ ಅಂತ್ಯವಾದ ಘಟನೆ ಕೊಪ್ಪಳ ತಾಲೂಕಿನ ಗ್ರಾಮವೊಂದರಲ್ಲಿ ನಡೆದಿದೆ. ಜಮೀನಿನ ವಿಚಾರವಾಗಿ ಹಲವು ದಿನಗಳಿಂದ ಎರಡು ಕುಟುಂಬಗಳ ನಡುವೆ ವೈಮನಸ್ಸು ಇತ್ತು. ಭಾನುವಾರ ರಾತ್ರಿ ಮಾತಿನ ಚಕಮಕಿ ನಡೆದು ಮಾರಕಾಸ್ತ್ರಗಳಿಂದ ಹಲ್ಲೆ ನಡೆಸಲಾಗಿದೆ. ಗಂಭೀರವಾಗಿ ಗಾಯಗೊಂಡ ಯುವಕ ಆಸ್ಪತ್ರೆಗೆ ಸಾಗಿಸುವ ಮಾರ್ಗಮಧ್ಯೆ ಮೃತಪಟ್ಟಿದ್ದಾನೆ. ಘಟನೆಯಲ್ಲಿ ಇನ್ನಿಬ್ಬರು ಗಾಯಗೊಂಡಿದ್ದಾರೆ. ಸ್ಥಳಕ್ಕೆ ಪೊಲೀಸ್ ಅಧಿಕಾರಿಗಳು ಭೇಟಿ ನೀಡಿ ಪರಿಶೀಲನೆ ನಡೆಸಿದರು. ಆರೋಪಿಗಳ ವಿರುದ್ಧ ಕೊಲೆ ಪ್ರಕರಣ ದಾಖಲಿಸಿಕೊಂಡು ತನಿಖೆ ಕೈಗೊಳ್ಳಲಾಗಿದೆ. ಗ್ರಾಮದಲ್ಲಿ ಬಿಗುವಿನ ವಾತಾವರಣ ನಿರ್ಮಾಣವಾಗಿದ್ದು ಹೆಚ್ಚಿನ ಪೊಲೀಸ್ ಭದ್ರತೆ ಒದಗಿಸಲಾಗಿದೆ. ಕೆಲ ಆರೋಪಿಗಳನ್ನು ವಶಕ್ಕೆ ಪಡೆದು ವಿಚಾರಣೆ ನಡೆಸಲಾಗುತ್ತಿದೆ ಎಂದು ಪೊಲೀಸರು ತಿಳಿಸಿದ್ದಾರೆ. bbox=[500, 754, 702, 831]
middle-col-divider bbox=[354, 992, 355, 1486]
minister-graphic bbox=[670, 582, 938, 702]
alert-story-byline: ಬೆಂಗಳೂರು: bbox=[208, 366, 235, 374]
masthead-rule bbox=[10, 56, 935, 58]
first-col-divider bbox=[180, 992, 181, 1486]
family-headline-line-2: ಕಲಹ: ಯುವಕನ ಕೊಲೆ bbox=[500, 732, 601, 747]
tanker-story-text-3: ರಸ್ತೆಯಲ್ಲಿ ಕೆಲಸ ಮಾಡುತ್ತಿದ್ದವರ ಮೇಲೆ ಟ್ಯಾಂಕರ್ ಹರಿದ ಪರಿಣಾಮ ಮೂವರು ಸ್ಥಳದಲ್ಲೇ ಸಾವನ್ನಪ್ಪಿದ್ದು, ಮೂವರು ಗಂಭೀರವಾಗಿ ಗಾಯಗೊಂಡಿರುವ ಘಟನೆ ಬೆಳಗಾವಿ ಜಿಲ್ಲೆಯ ಕಿತ್ತೂರು ತಾಲೂಕಿನಲ್ಲಿ ನಡೆದಿದೆ. ರಾಷ್ಟ್ರೀಯ ಹೆದ್ದಾರಿ–4 ಪುಣೆ ಬೆಂಗಳೂರು ರಸ್ತೆಯಲ್ಲಿ ಈ ದುರಂತ ಸಂಭವಿಸಿದೆ. ಕಬ್ಬಿಣದ ರಾಡ್ ಹೊತ್ತು ಸಾಗುತ್ತಿದ್ದ ಟ್ಯಾಂಕರ್ ಚಾಲಕನ ನಿಯಂತ್ರಣ ತಪ್ಪಿ ರಸ್ತೆ ಬದಿಯಲ್ಲಿ ಕೆಲಸ ಮಾಡುತ್ತಿದ್ದ ಕಾರ್ಮಿಕರ ಮೇಲೆ ಹರಿದಿದೆ. ಅಪಘಾತದ ರಭಸಕ್ಕೆ ಟ್ಯಾಂಕರ್ ಪಲ್ಟಿಯಾಗಿದೆ. ಸ್ಥಳಕ್ಕೆ ಪೊಲೀಸರು ಭೇಟಿ ನೀಡಿ ಪರಿಶೀಲಿಸಿದರು. ಗಾಯಾಳುಗಳನ್ನು ಬೆಳಗಾವಿ ಜಿಲ್ಲಾಸ್ಪತ್ರೆಗೆ ದಾಖಲಿಸಲಾಗಿದೆ. ಮೃತರ ಕುಟುಂಬಸ್ಥರ ಆಕ್ರಂದನ ಮುಗಿಲುಮುಟ್ಟಿತ್ತು. ಘಟನೆ ಸಂಬಂಧ ಪ್ರಕರಣ ದಾಖಲಾಗಿದೆ. ಚಾಲಕ ಪರಾರಿಯಾಗಿದ್ದು ಆತನ ಪತ್ತೆಗೆ ಬಲೆ ಬೀಸಲಾಗಿದೆ. ಹೆದ್ದಾರಿಯಲ್ಲಿ ಕೆಲ ಕಾಲ ಸಂಚಾರ ಅಸ್ತವ್ಯಸ್ತಗೊಂಡಿತ್ತು. ಕ್ರೇನ್ ಸಹಾಯದಿಂದ ಟ್ಯಾಂಕರ್ ತೆರವುಗೊಳಿಸಲಾಯಿತು. bbox=[136, 942, 494, 985]
left-headline-line-1: ಗುಬ್ಬಿಯಲ್ಲಿ ಹೇಮಾವತಿ bbox=[55, 64, 151, 79]
couple-headline bbox=[10, 1322, 176, 1352]
pub-story-body: ಜನವರಿ ಮತ್ತು 2024ರ ಜುಲೈನಲ್ಲಿ ಎರಡು ಬಾರಿ ಬಾರ್ ಮಾಲೀಕರ ವಿರುದ್ಧ ಪ್ರಕರಣ ದಾಖಲಿಸಲಾಗಿತ್ತು ಎಂದು ಮೂಲಗಳು ತಿಳಿಸಿವೆ. ನಿಗದಿತ ಅವಧಿ ಮೀರಿ ಪಬ್ ನಡೆಸುತ್ತಿದ್ದ ಕಾರಣ ಕ್ರಮ ಕೈಗೊಳ್ಳಲಾಗಿದೆ. bbox=[184, 1426, 350, 1452]
hero-story-text: ಕಾವೇರಿ ಜಲಾನಯನ ಪ್ರದೇಶದಲ್ಲಿ ಮಳೆಯಾದ ಹಿನ್ನೆಲೆ ಕನ್ನಂಬಾಡಿ ಕಟ್ಟೆಗೆ 17 ಸಾವಿರಕ್ಕೂ ಅಧಿಕ ಕ್ಯೂಸೆಕ್ ನೀರು ಹರಿದು ಬರುತ್ತಿದೆ. ಕೆಆರ್‌ಎಸ್ ಡ್ಯಾಂನ ನೀರಿನ ಮಟ್ಟ ಮತ್ತಷ್ಟು ಏರಿಕೆಯಾಗಿದೆ. ಕೆಆರ್‌ಎಸ್ ಡ್ಯಾಂ 124.80 ಅಡಿ ಗರಿಷ್ಠ ಮಟ್ಟವನ್ನು ಹೊಂದಿದ್ದು, ಪ್ರಸ್ತುತ 102.00 ಅಡಿ ಇದ್ದ ಡ್ಯಾಂ ನೀರಿನ ಮಟ್ಟವು ಭಾನುವಾರ 103.70 ಅಡಿಗೆ ಏರಿಕೆಯಾಗಿದೆ. ಒಂದು ಡ್ಯಾಂಗೆ 17,544 ಕ್ಯೂಸೆಕ್ ನೀರು ಹರಿದು ಬರುತ್ತಿದೆ. ಡ್ಯಾಂನಿಂದ 735 ಕ್ಯೂಸೆಕ್ ನೀರನ್ನು ಹೊರಬಿಡಲಾಗಿದೆ. 49.452 ಟಿಎಂಸಿ ಸಾಮರ್ಥ್ಯದ ಡ್ಯಾಂನಲ್ಲಿ ಪ್ರಸ್ತುತ 25.851 ಟಿಎಂಸಿ ನೀರು ಸಂಗ್ರಹವಾಗಿದೆ. ಇದೀಗ ಜೂನ್ ತಿಂಗಳ ಮೊದಲ ದಿನವೇ ಡ್ಯಾಂ ಅರ್ಧದಷ್ಟು ಭರ್ತಿಯಾಗಿದೆ. bbox=[590, 128, 758, 205]
family-divider bbox=[496, 712, 497, 984]
guideline-headline: ಶಾಲೆಗಳಿಗೆ ಸರ್ಕಾರ ಗೈಡ್ ಲೈನ್ bbox=[358, 1034, 480, 1048]
pub-headline: ಕಾಫಿ ಮಾಲೀಕತ್ವದ ಬೆಂಗಳೂರು ಪಬ್ ವಿರುದ್ಧ ಮತ್ತೊಂದು ಎಫ್ ಐಆರ್ bbox=[184, 1378, 344, 1405]
page-number: 2 bbox=[12, 0, 45, 54]
landslide-photo bbox=[398, 366, 656, 526]
alert-kicker: ಕರ್ನಾಟಕದಲ್ಲಿ ಮುಂದಿನ 3 ದಿನ ಭಾರಿ ಮಳೆ bbox=[325, 290, 537, 308]
alert-headline: ಕರಾವಳಿಗೆ ರೆಡ್ ಅಲರ್ಟ್ bbox=[252, 308, 610, 359]
bbmp-story-body: ಇ ಖಾತಾ ಬಿ ಖಾತಾ ಎಂದರೇನು? ಗುರುತಿಸುವುದು ಹೇಗೆ? ಪ್ರತಿ ವರ್ಷ ಸುಮಾರು 10,000 ಕಟ್ಟಡ ಯೋಜನೆ ಮಂಜೂರಾತಿ ಅರ್ಜಿಗಳು ಸಲ್ಲಿಕೆಯಾಗುತ್ತವೆ. ಈ ಪೈಕಿ ಶೇ. 70 ಕ್ಕೂ ಹೆಚ್ಚು ಅರ್ಜಿಗಳು ಬಿ ಖಾತಾ ಆಸ್ತಿಗಳಿಗೆ ಸಂಬಂಧಿಸಿದ್ದಾಗಿವೆ. ನಗರದ ಹಲವು ಭಾಗಗಳಲ್ಲಿ ಅಕ್ರಮ ಕಟ್ಟಡಗಳ ನಿಯಂತ್ರಣಕ್ಕಾಗಿ ಇದಕ್ಕೆ ಕಡಿವಾಣ ಹಾಕಲಾಗಿದೆ. ಪ್ರಸ್ತುತ, ಆಸ್ತಿ ನಿಯಮಗಳನ್ನು ಉಲ್ಲಂಘಿಸಿ ನಿರ್ಮಾಣವಾಗಿರುವ ಕಟ್ಟಡಗಳು, ಲೇಔಟ್‌ಗಳು ಅಥವಾ ಕಂದಾಯ ನಿವೇಶನಗಳು ಬಿ ಖಾತಾ ವ್ಯಾಪ್ತಿಗೆ ಬರುತ್ತವೆ. ಬಿಬಿಎಂಪಿ ವ್ಯಾಪ್ತಿಯಲ್ಲಿ ಬಿ ಖಾತಾ ಹೊಂದಿರುವ ಲಕ್ಷಾಂತರ ಆಸ್ತಿಗಳಿವೆ. ಇವುಗಳನ್ನು ಎ ಖಾತಾಗೆ ಪರಿವರ್ತಿಸಲು ಸರ್ಕಾರ ಹೊಸ ನಿಯಮ ರೂಪಿಸಿದೆ. ಇದರಿಂದ ಆಸ್ತಿ ಮಾಲೀಕರು ಬ್ಯಾಂಕ್ ಸಾಲ ಪಡೆಯಲು ಹಾಗೂ ಆಸ್ತಿ ಮಾರಾಟ ಮಾಡಲು ಅನುಕೂಲವಾಗಲಿದೆ. ಅರ್ಜಿ ಸಲ್ಲಿಸಲು ಆನ್‌ಲೈನ್ ವ್ಯವಸ್ಥೆ ಕಲ್ಪಿಸಲಾಗಿದ್ದು ನಿಗದಿತ ಶುಲ್ಕ ಪಾವತಿಸಬೇಕು. ಇದರಿಂದ ಪಾಲಿಕೆಗೂ ಆದಾಯ ಹೆಚ್ಚಳವಾಗಲಿದೆ ಎಂದು ಅಧಿಕಾರಿಗಳು ತಿಳಿಸಿದ್ದಾರೆ. bbox=[10, 1034, 176, 1137]
snake-box bbox=[208, 614, 393, 698]
